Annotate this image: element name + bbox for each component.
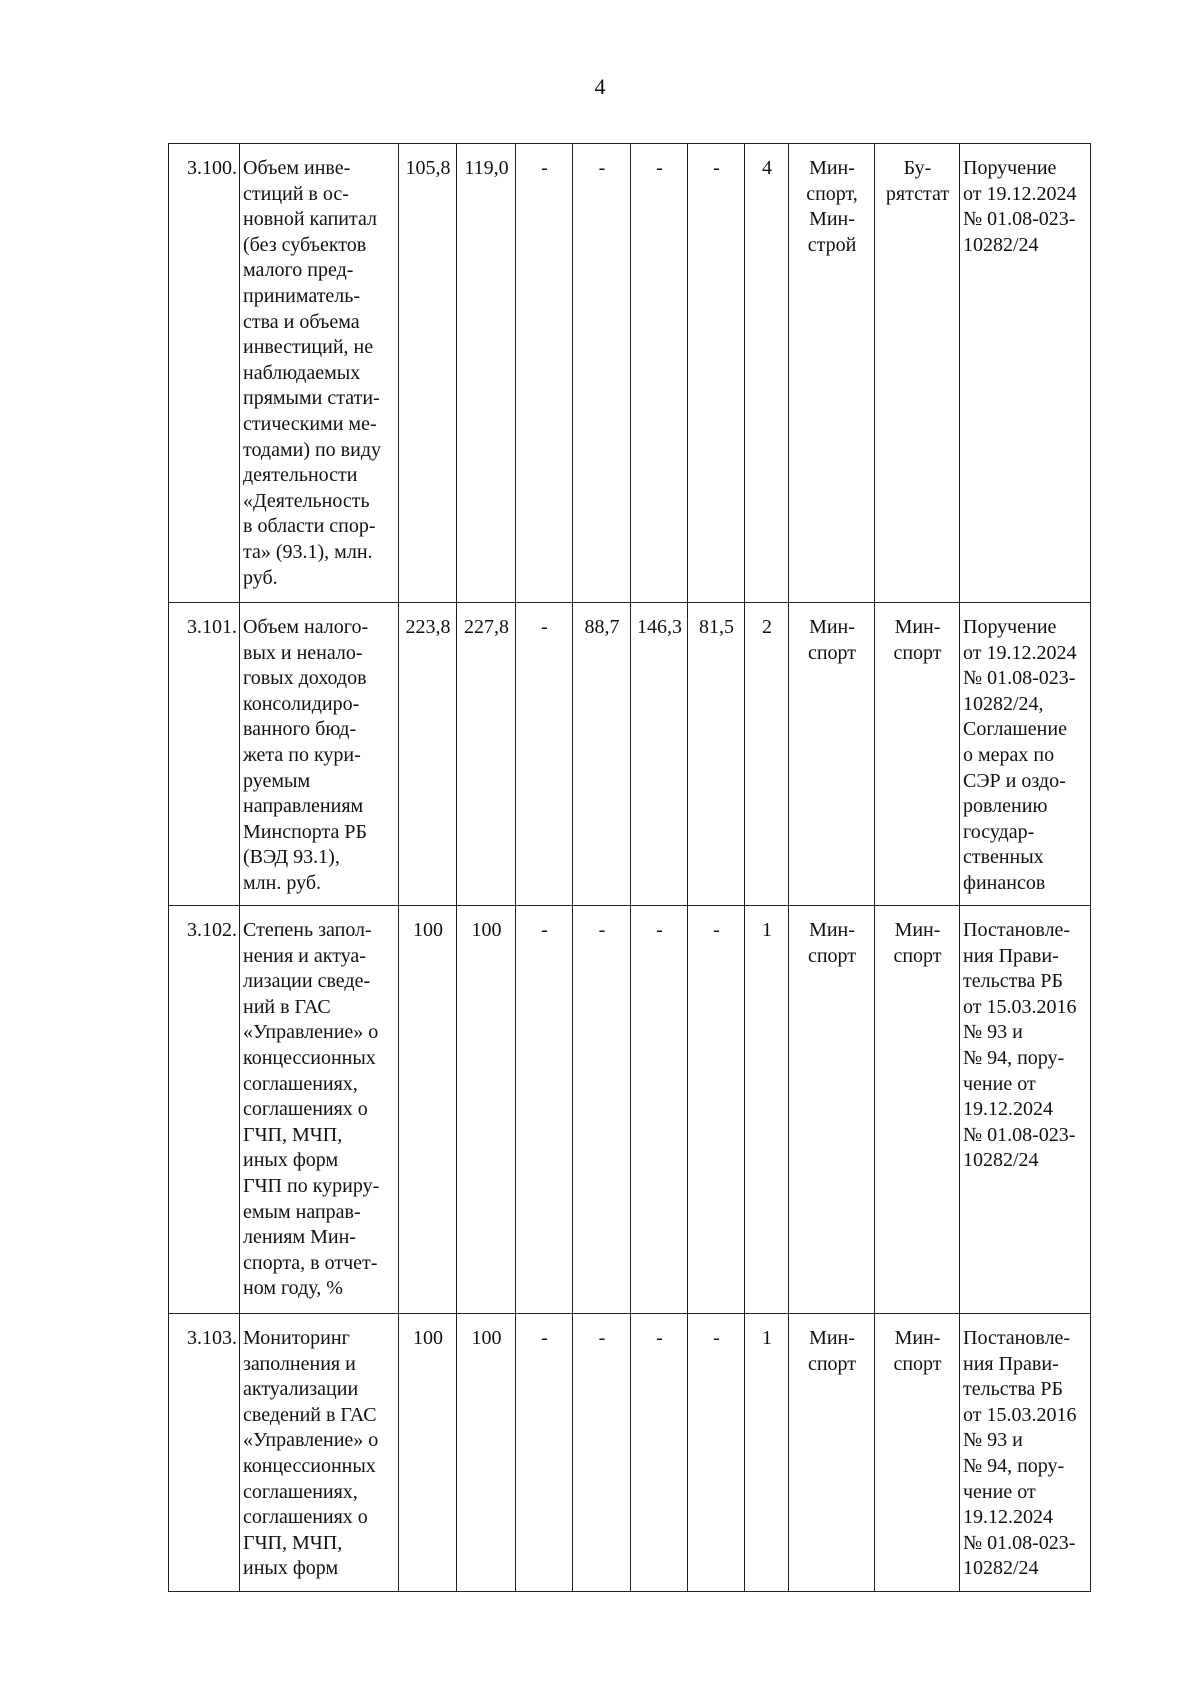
value-4: -: [573, 906, 631, 1314]
basis-document: Постановле- ния Прави- тельства РБ от 15.03.2016 № 93 и № 94, пору- чение от 19.12.2024 № 01.08-023- 10282/24: [960, 906, 1091, 1314]
value-5: -: [631, 1314, 688, 1592]
data-source: Бу- рятстат: [875, 144, 960, 603]
value-4: -: [573, 1314, 631, 1592]
value-3: -: [516, 144, 573, 603]
row-number: 3.103.: [169, 1314, 240, 1592]
value-1: 100: [399, 906, 457, 1314]
data-source: Мин- спорт: [875, 1314, 960, 1592]
responsible-body: Мин- спорт: [789, 1314, 875, 1592]
indicator-name: Объем инве- стиций в ос- новной капитал (без субъектов малого пред- приниматель- ства и объема инвестиций, не наблюдаемых прямыми стати- стическими ме- тодами) по виду деятельности «Деятельность в области спор- та» (93.1), млн. руб.: [240, 144, 399, 603]
value-1: 105,8: [399, 144, 457, 603]
table-row: [169, 603, 1091, 906]
row-number: 3.102.: [169, 906, 240, 1314]
indicator-name: Объем налого- вых и ненало- говых доходов консолидиро- ванного бюд- жета по кури- руемым направлениям Минспорта РБ (ВЭД 93.1), млн. руб.: [240, 603, 399, 906]
data-source: Мин- спорт: [875, 603, 960, 906]
basis-document: Поручение от 19.12.2024 № 01.08-023- 10282/24, Соглашение о мерах по СЭР и оздо- ровлению государ- ственных финансов: [960, 603, 1091, 906]
value-7: 4: [745, 144, 789, 603]
table-row: [169, 144, 1091, 603]
value-3: -: [516, 1314, 573, 1592]
table-row: [169, 906, 1091, 1314]
value-1: 223,8: [399, 603, 457, 906]
value-2: 100: [457, 906, 516, 1314]
page-number: 4: [594, 74, 606, 99]
value-3: -: [516, 906, 573, 1314]
row-number: 3.101.: [169, 603, 240, 906]
value-2: 227,8: [457, 603, 516, 906]
indicators-table: [168, 143, 1091, 1592]
responsible-body: Мин- спорт: [789, 603, 875, 906]
value-2: 119,0: [457, 144, 516, 603]
value-2: 100: [457, 1314, 516, 1592]
value-4: -: [573, 144, 631, 603]
value-5: -: [631, 906, 688, 1314]
value-7: 1: [745, 1314, 789, 1592]
indicator-name: Степень запол- нения и актуа- лизации сведе- ний в ГАС «Управление» о концессионных соглашениях, соглашениях о ГЧП, МЧП, иных форм ГЧП по куриру- емым направ- лениям Мин- спорта, в отчет- ном году, %: [240, 906, 399, 1314]
value-1: 100: [399, 1314, 457, 1592]
value-5: 146,3: [631, 603, 688, 906]
value-5: -: [631, 144, 688, 603]
value-6: -: [688, 906, 745, 1314]
basis-document: Постановле- ния Прави- тельства РБ от 15.03.2016 № 93 и № 94, пору- чение от 19.12.2024 № 01.08-023- 10282/24: [960, 1314, 1091, 1592]
responsible-body: Мин- спорт: [789, 906, 875, 1314]
value-6: -: [688, 1314, 745, 1592]
table-body: [169, 144, 1091, 1592]
table-row: [169, 1314, 1091, 1592]
value-7: 1: [745, 906, 789, 1314]
basis-document: Поручение от 19.12.2024 № 01.08-023- 10282/24: [960, 144, 1091, 603]
value-6: 81,5: [688, 603, 745, 906]
value-3: -: [516, 603, 573, 906]
indicator-name: Мониторинг заполнения и актуализации сведений в ГАС «Управление» о концессионных соглашениях, соглашениях о ГЧП, МЧП, иных форм: [240, 1314, 399, 1592]
row-number: 3.100.: [169, 144, 240, 603]
value-6: -: [688, 144, 745, 603]
value-4: 88,7: [573, 603, 631, 906]
value-7: 2: [745, 603, 789, 906]
responsible-body: Мин- спорт, Мин- строй: [789, 144, 875, 603]
data-source: Мин- спорт: [875, 906, 960, 1314]
